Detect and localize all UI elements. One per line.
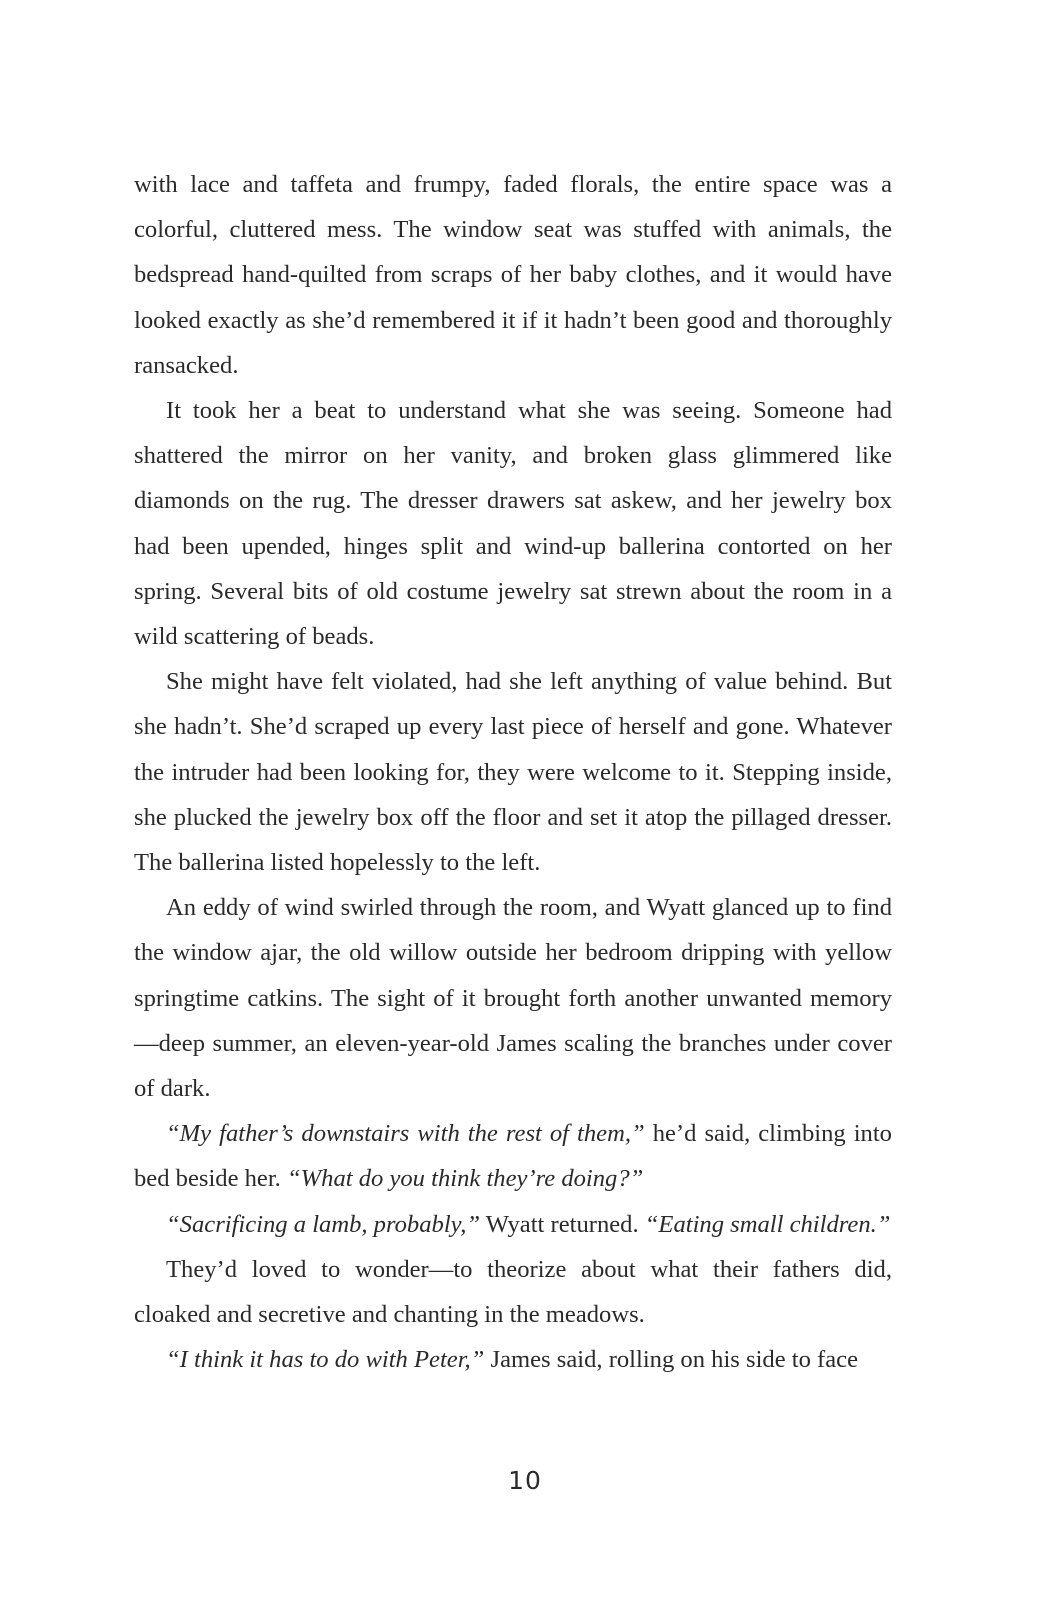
text-segment: She might have felt violated, had she left anything of value behind. But she hadn’t. She’d scraped up every last piece of herself and gone. Whatever the intruder had been looking for, they were welcome to it. Stepping inside, she plucked the jewelry box off the floor and set it atop the pillaged dresser. The ballerina listed hopelessly to the left. (134, 668, 892, 877)
paragraph (134, 388, 892, 659)
dialogue-italic: “My father’s downstairs with the rest of them,” (166, 1120, 645, 1148)
paragraph (134, 1337, 892, 1382)
dialogue-italic: “What do you think they’re doing?” (286, 1165, 644, 1193)
dialogue-italic: “Eating small children.” (644, 1210, 891, 1238)
paragraph (134, 659, 892, 885)
paragraph (134, 1111, 892, 1201)
paragraph (134, 162, 892, 388)
text-segment: he’d said, climbing into bed beside her. (134, 1120, 892, 1193)
page-number: 10 (508, 1466, 542, 1495)
body-text (134, 162, 892, 1382)
dialogue-italic: “Sacrificing a lamb, probably,” (166, 1210, 481, 1238)
paragraph (134, 1202, 892, 1247)
text-segment: An eddy of wind swirled through the room, and Wyatt glanced up to find the window ajar, the old willow outside her bedroom dripping with yellow springtime catkins. The sight of it brought forth another unwanted memory—deep summer, an eleven-year-old James scaling the branches under cover of dark. (134, 894, 892, 1103)
text-segment: It took her a beat to understand what she was seeing. Someone had shattered the mirror on her vanity, and broken glass glimmered like diamonds on the rug. The dresser drawers sat askew, and her jewelry box had been upended, hinges split and wind-up ballerina contorted on her spring. Several bits of old costume jewelry sat strewn about the room in a wild scattering of beads. (134, 397, 892, 651)
text-segment: Wyatt returned. (480, 1210, 645, 1238)
text-segment: They’d loved to wonder—to theorize about what their fathers did, cloaked and secretive and chanting in the meadows. (134, 1255, 892, 1329)
paragraph (134, 1247, 892, 1337)
paragraph (134, 885, 892, 1111)
dialogue-italic: “I think it has to do with Peter,” (166, 1346, 485, 1374)
text-segment: with lace and taffeta and frumpy, faded florals, the entire space was a colorful, cluttered mess. The window seat was stuffed with animals, the bedspread hand-quilted from scraps of her baby clothes, and it would have looked exactly as she’d remembered it if it hadn’t been good and thoroughly ransacked. (134, 171, 892, 379)
text-segment: James said, rolling on his side to face (484, 1346, 858, 1374)
